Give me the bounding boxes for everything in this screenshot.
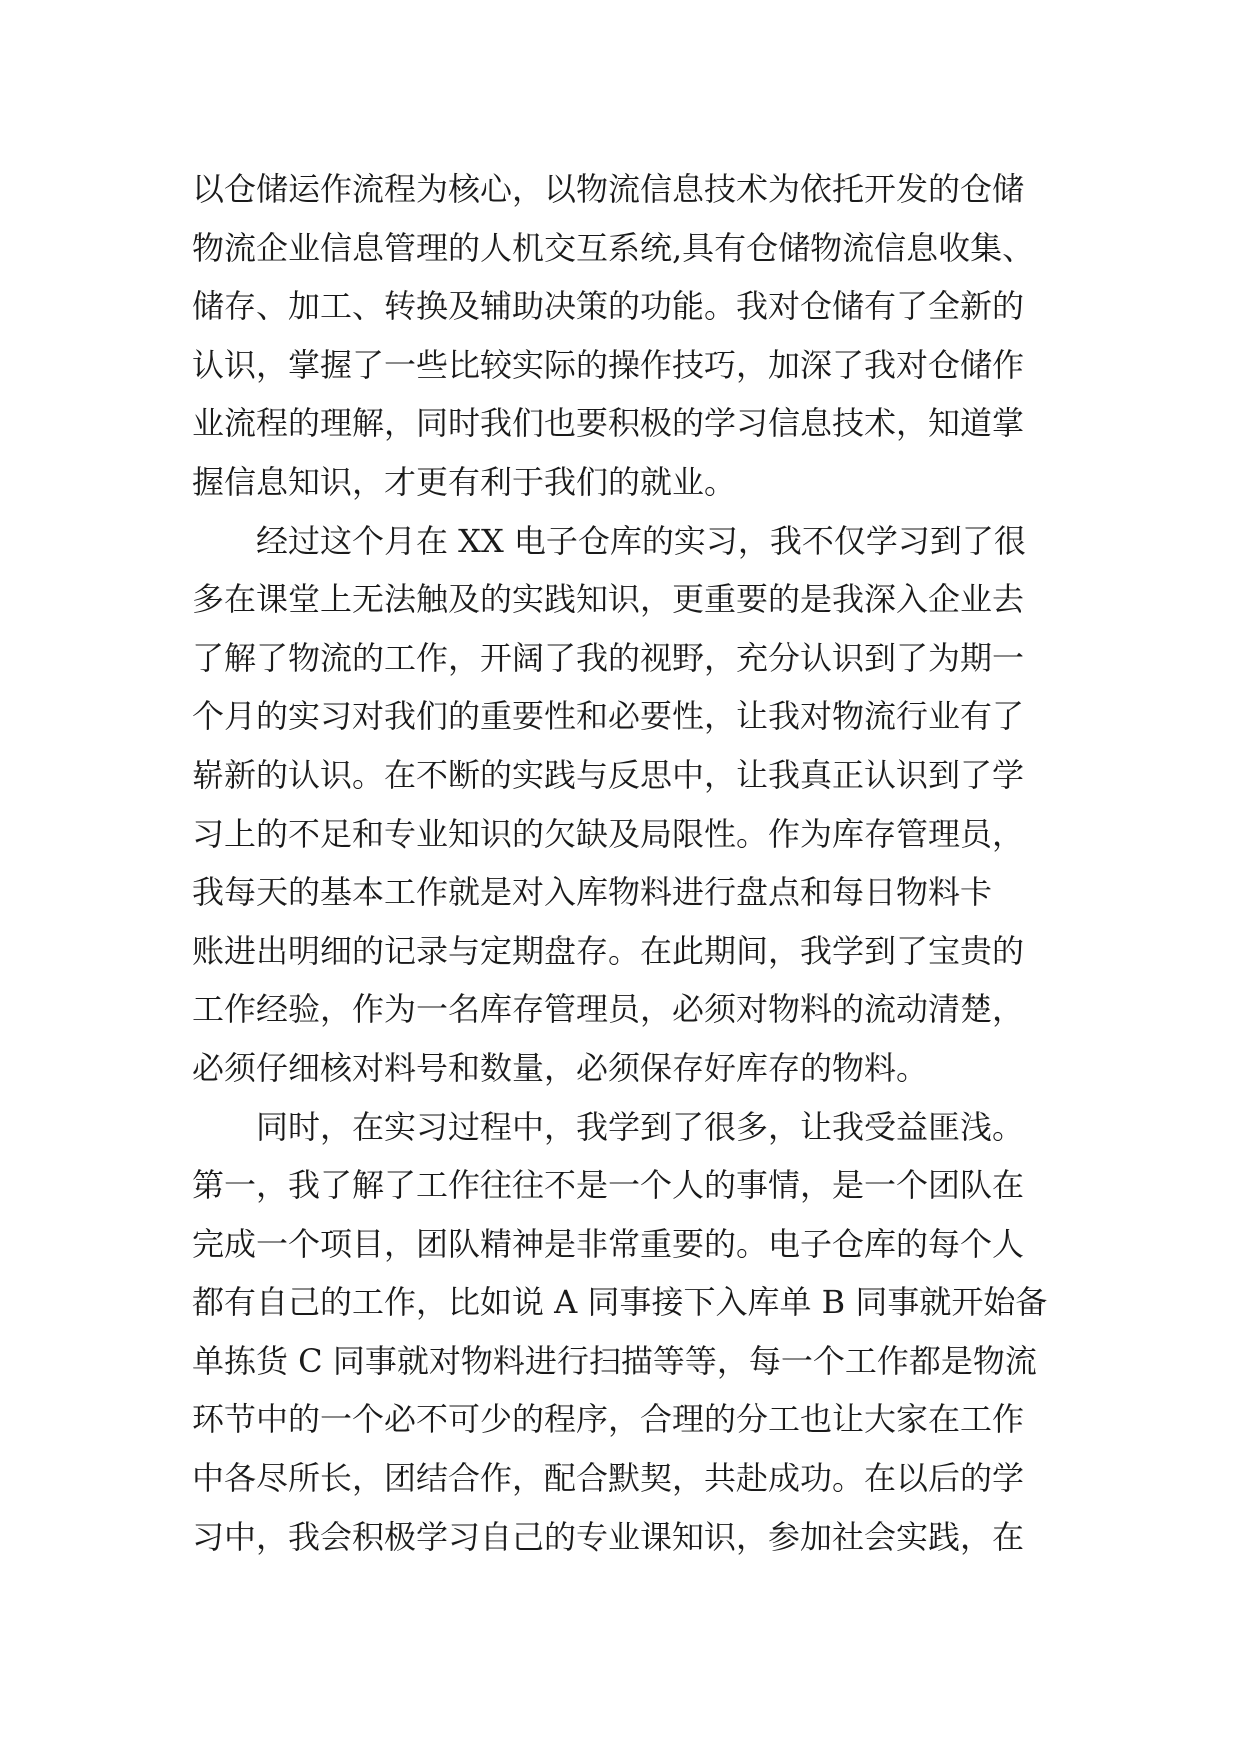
- text-line: 完成一个项目，团队精神是非常重要的。电子仓库的每个人: [192, 1224, 1025, 1263]
- text-line: 储存、加工、转换及辅助决策的功能。我对仓储有了全新的: [192, 287, 1025, 326]
- text-line: 握信息知识，才更有利于我们的就业。: [192, 462, 737, 501]
- paragraph-first-line: 同时，在实习过程中，我学到了很多，让我受益匪浅。: [256, 1107, 1025, 1146]
- text-line: 习中，我会积极学习自己的专业课知识，参加社会实践，在: [192, 1517, 1025, 1556]
- text-line: 中各尽所长，团结合作，配合默契，共赴成功。在以后的学: [192, 1459, 1025, 1498]
- text-line: 个月的实习对我们的重要性和必要性，让我对物流行业有了: [192, 697, 1025, 736]
- document-body: [192, 160, 1092, 1566]
- text-line: 我每天的基本工作就是对入库物料进行盘点和每日物料卡: [192, 873, 993, 912]
- text-line: 必须仔细核对料号和数量，必须保存好库存的物料。: [192, 1048, 929, 1087]
- text-line: 物流企业信息管理的人机交互系统,具有仓储物流信息收集、: [192, 228, 1035, 267]
- text-line: 都有自己的工作，比如说 A 同事接下入库单 B 同事就开始备: [192, 1283, 1048, 1322]
- paragraph-first-line: 经过这个月在 XX 电子仓库的实习，我不仅学习到了很: [256, 521, 1026, 560]
- text-line: 习上的不足和专业知识的欠缺及局限性。作为库存管理员，: [192, 814, 1025, 853]
- text-line: 第一，我了解了工作往往不是一个人的事情，是一个团队在: [192, 1166, 1025, 1205]
- text-line: 崭新的认识。在不断的实践与反思中，让我真正认识到了学: [192, 755, 1025, 794]
- text-line: 工作经验，作为一名库存管理员，必须对物料的流动清楚，: [192, 990, 1025, 1029]
- text-line: 认识，掌握了一些比较实际的操作技巧，加深了我对仓储作: [192, 345, 1025, 384]
- text-line: 了解了物流的工作，开阔了我的视野，充分认识到了为期一: [192, 638, 1025, 677]
- text-line: 账进出明细的记录与定期盘存。在此期间，我学到了宝贵的: [192, 931, 1025, 970]
- text-line: 以仓储运作流程为核心，以物流信息技术为依托开发的仓储: [192, 170, 1025, 208]
- text-line: 多在课堂上无法触及的实践知识，更重要的是我深入企业去: [192, 580, 1025, 619]
- text-line: 业流程的理解，同时我们也要积极的学习信息技术，知道掌: [192, 404, 1025, 443]
- text-line: 环节中的一个必不可少的程序，合理的分工也让大家在工作: [192, 1400, 1025, 1439]
- text-line: 单拣货 C 同事就对物料进行扫描等等，每一个工作都是物流: [192, 1341, 1037, 1380]
